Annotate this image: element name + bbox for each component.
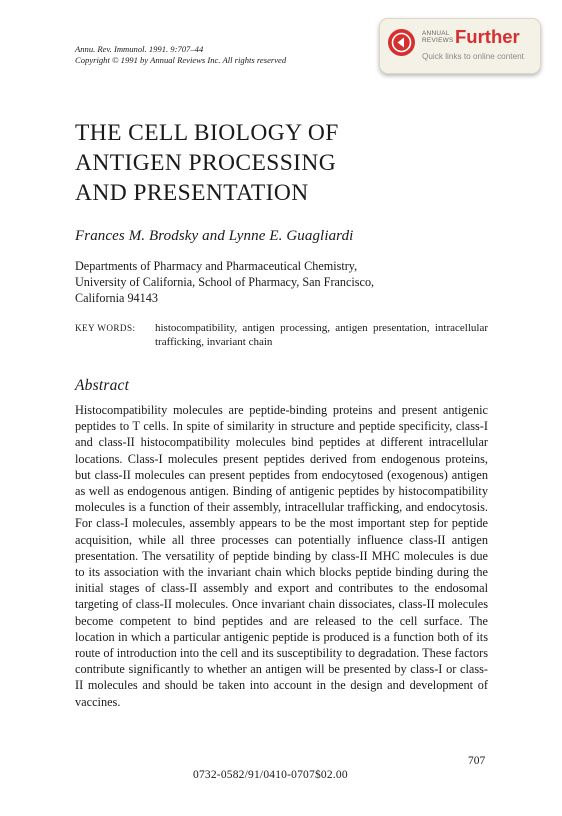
copyright-line: Copyright © 1991 by Annual Reviews Inc. All rights reserved <box>75 55 287 65</box>
title-line: THE CELL BIOLOGY OF <box>75 120 339 146</box>
abstract-heading: Abstract <box>75 377 130 394</box>
keywords-text: histocompatibility, antigen processing, antigen presentation, intracellular trafficking, invariant chain <box>155 322 488 348</box>
title-line: ANTIGEN PROCESSING <box>75 150 337 176</box>
article-code: 0732-0582/91/0410-0707$02.00 <box>193 769 348 781</box>
citation-line: Annu. Rev. Immunol. 1991. 9:707–44 <box>75 44 204 54</box>
affiliation-line: Departments of Pharmacy and Pharmaceutical Chemistry, <box>75 259 358 273</box>
authors: Frances M. Brodsky and Lynne E. Guagliardi <box>75 228 354 244</box>
affiliation <box>75 258 374 306</box>
quick-links-label: Quick links to online content <box>422 52 524 61</box>
annual-reviews-wordmark: ANNUAL REVIEWS <box>422 30 454 44</box>
abstract-text: Histocompatibility molecules are peptide-binding proteins and present antigenic peptides to T cells. In spite of similarity in structure and peptide specificity, class-I and class-II histocompatibility molecules bind peptides at different intracellular locations. Class-I molecules present peptides derived from endogenous proteins, but class-II molecules can present peptides from endocytosed (exogenous) antigen as well as endogenous antigen. Binding of antigenic peptides by histocompatibility molecules is a function of their assembly, intracellular trafficking, and endocytosis. For class-I molecules, assembly appears to be the most important step for peptide acquisition, while all three processes can potentially influence class-II antigen presentation. The versatility of peptide binding by class-II MHC molecules is due to its association with the invariant chain which blocks peptide binding during the initial stages of class-II assembly and export and contributes to the endosomal targeting of class-II molecules. Once invariant chain dissociates, class-II molecules become competent to bind peptides and are released to the cell surface. The location in which a particular antigenic peptide is produced is a function both of its route of introduction into the cell and its susceptibility to degradation. These factors contribute significantly to whether an antigen will be presented by class-I or class-II molecules and should be taken into account in the design and development of vaccines. <box>75 403 488 709</box>
further-label: Further <box>455 26 520 47</box>
keywords-label: KEY WORDS: <box>75 323 136 333</box>
title-line: AND PRESENTATION <box>75 180 309 206</box>
affiliation-line: California 94143 <box>75 291 158 305</box>
article-title <box>75 118 339 208</box>
affiliation-line: University of California, School of Pharmacy, San Francisco, <box>75 275 375 289</box>
further-links-badge[interactable] <box>379 18 541 74</box>
page-number: 707 <box>468 755 486 767</box>
play-back-icon <box>388 29 415 56</box>
journal-citation <box>75 44 286 66</box>
